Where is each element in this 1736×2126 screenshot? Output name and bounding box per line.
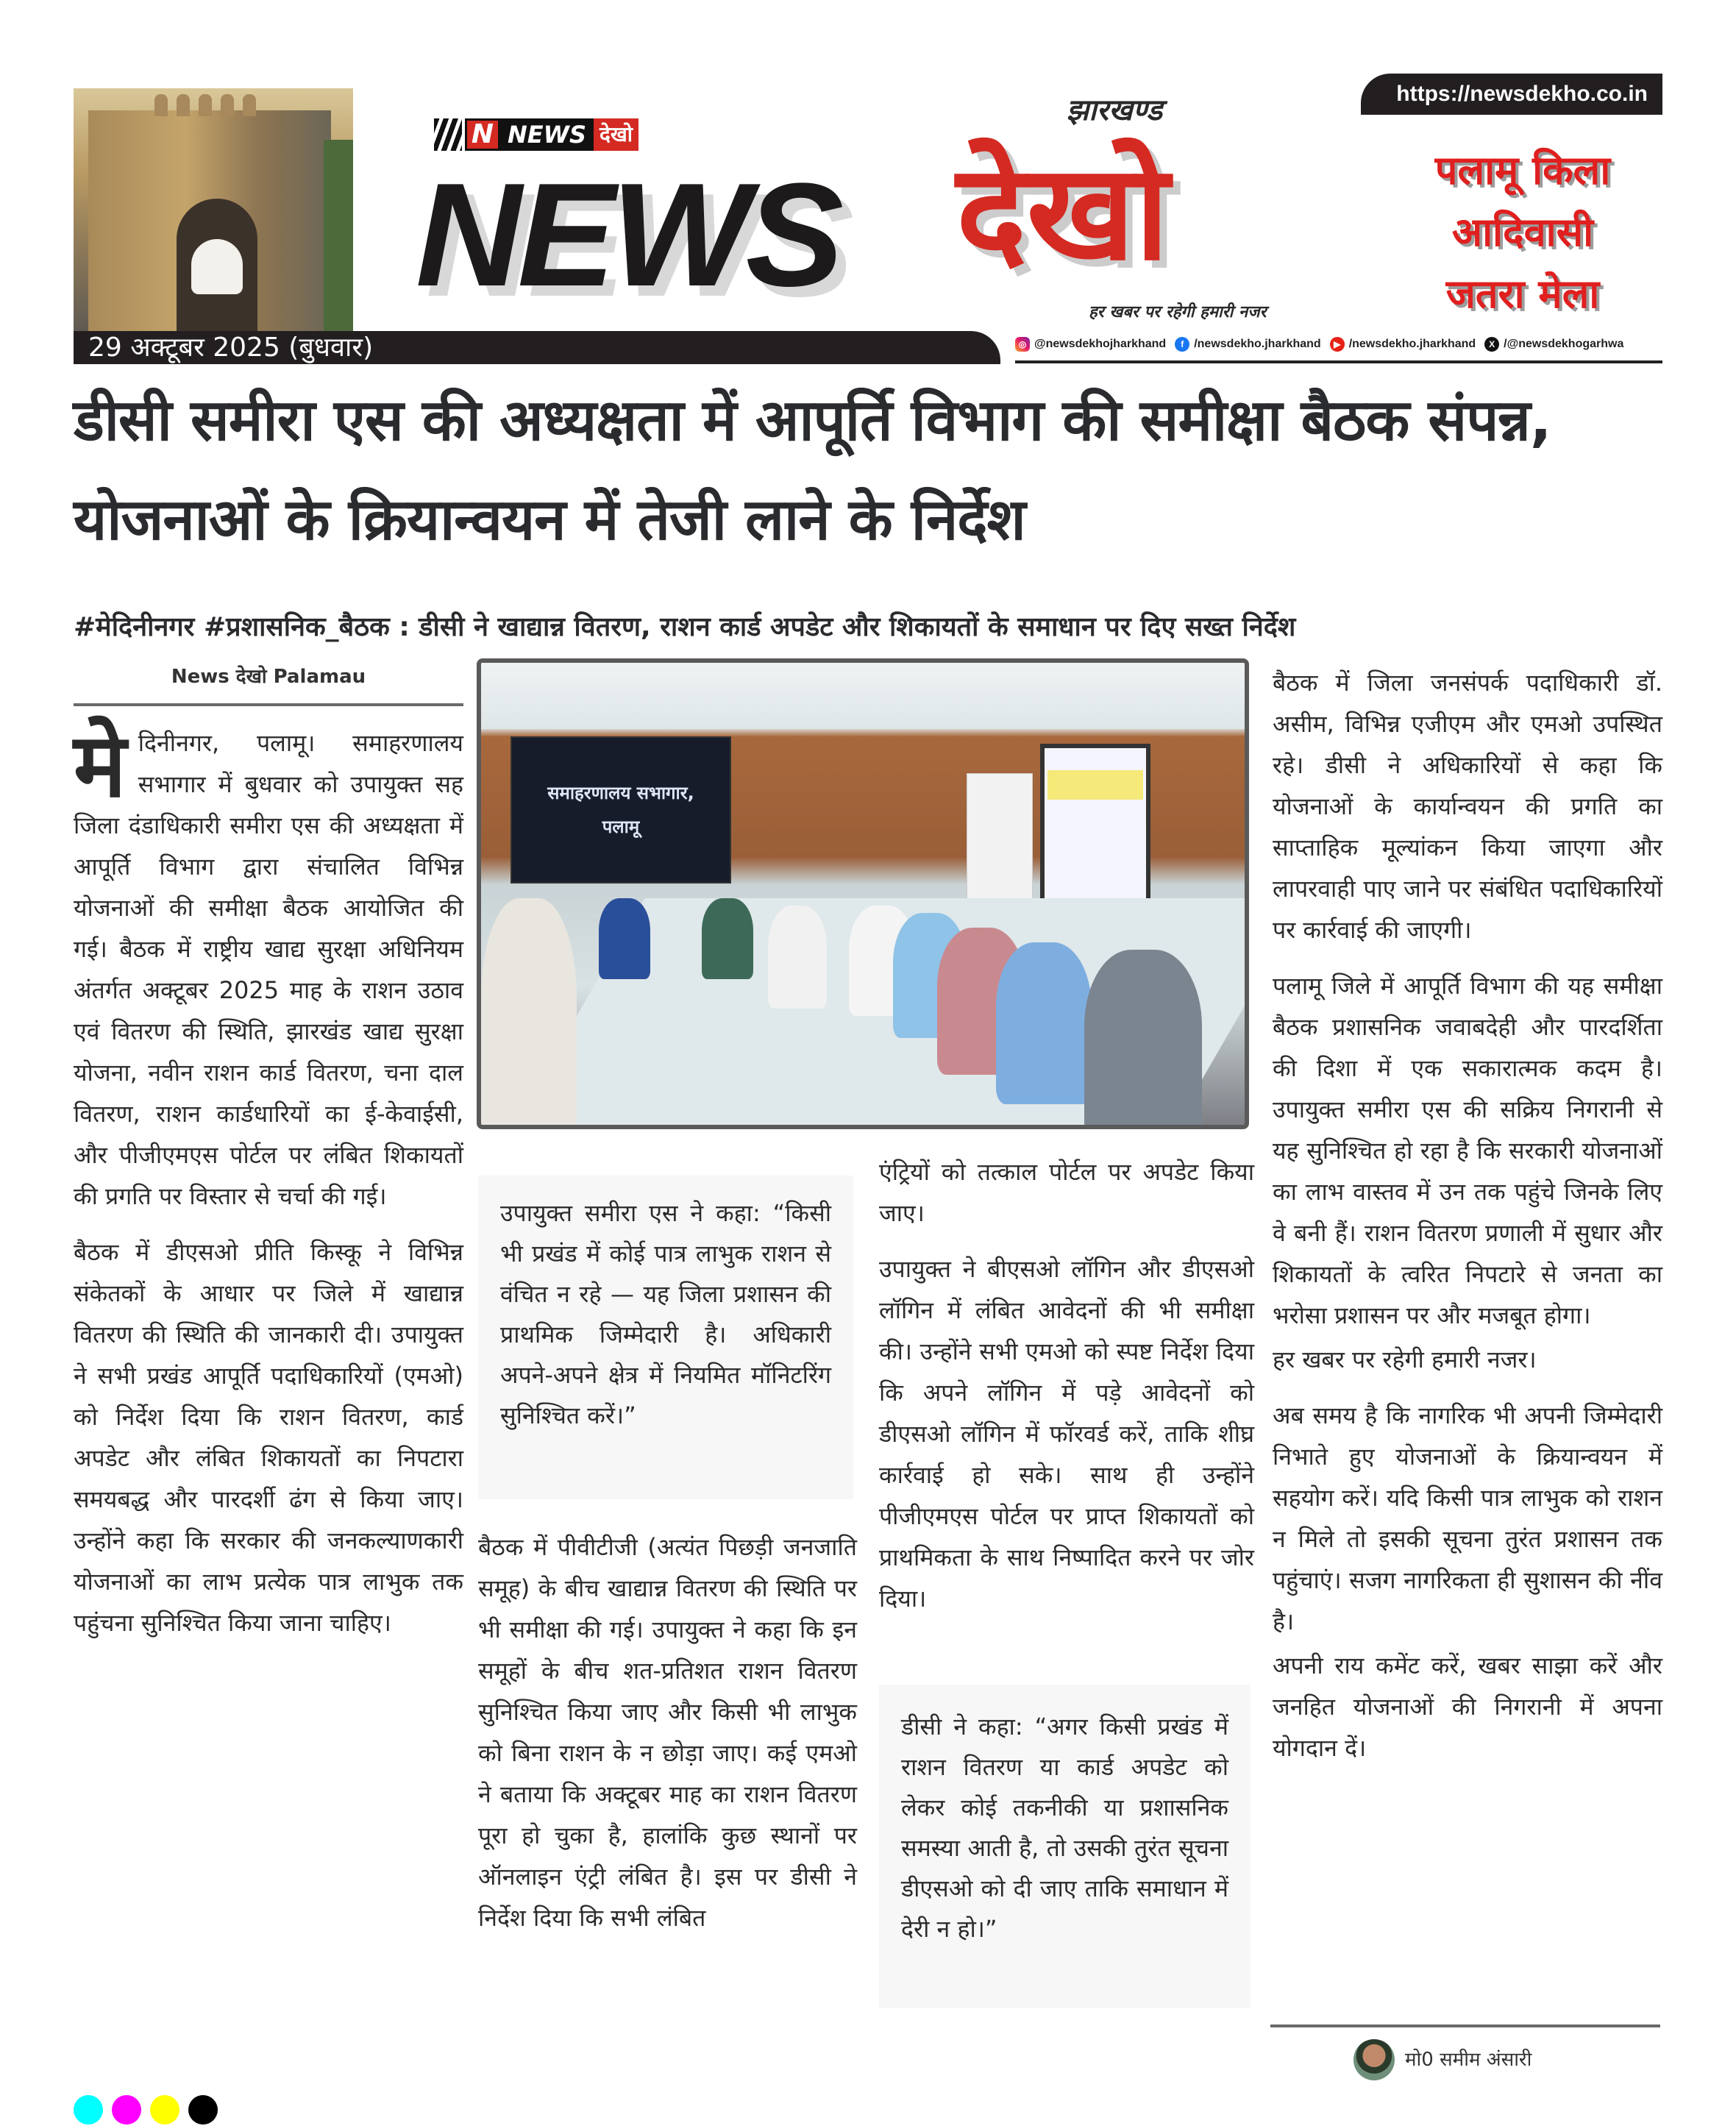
social-handle-facebook[interactable]: /newsdekho.jharkhand [1194,338,1321,350]
masthead [74,82,1662,364]
photo-banner [511,736,731,884]
logo-dekho-text: देखो [594,118,638,151]
paragraph: बैठक में जिला जनसंपर्क पदाधिकारी डॉ. असीम, विभिन्न एजीएम और एमओ उपस्थित रहे। डीसी ने अधिकारियों से कहा कि योजनाओं के कार्यान्वयन की प्रगति का साप्ताहिक मूल्यांकन किया जाएगा और लापरवाही पाए जाने पर संबंधित पदाधिकारियों पर कार्रवाई की जाएगी। [1273,669,1662,944]
article-subheadline: #मेदिनीनगर #प्रशासनिक_बैठक : डीसी ने खाद्यान्न वितरण, राशन कार्ड अपडेट और शिकायतों के समाधान पर दिए सख्त निर्देश [74,612,1296,642]
tagline: हर खबर पर रहेगी हमारी नजर [1089,303,1267,321]
pull-quote: उपायुक्त समीरा एस ने कहा: “किसी भी प्रखंड में कोई पात्र लाभुक राशन से वंचित न रहे — यह जिला प्रशासन की प्राथमिक जिम्मेदारी है। अधिकारी अपने-अपने क्षेत्र में नियमित मॉनिटरिंग सुनिश्चित करें।” [478,1176,853,1499]
instagram-icon[interactable]: ◎ [1015,337,1030,352]
promo-banner [1390,140,1655,325]
magenta-dot-icon [112,2095,141,2125]
x-twitter-icon[interactable]: X [1484,337,1499,352]
slogan: हर खबर पर रहेगी हमारी नजर। [1273,1345,1537,1373]
title-news: NEWS [416,153,839,317]
author-name: मो0 समीम अंसारी [1405,2049,1532,2071]
region-label: झारखण्ड [1067,93,1163,127]
paragraph: उपायुक्त ने बीएसओ लॉगिन और डीएसओ लॉगिन में लंबित आवेदनों की भी समीक्षा की। उन्होंने सभी एमओ को स्पष्ट निर्देश दिया कि अपने लॉगिन में पड़े आवेदनों को डीएसओ लॉगिन में फॉरवर्ड करें, ताकि शीघ्र कार्रवाई हो सके। साथ ही उन्होंने पीजीएमएस पोर्टल पर प्राप्त शिकायतों को प्राथमिकता के साथ निष्पादित करने पर जोर दिया। [879,1255,1254,1613]
column-3 [879,1151,1254,1634]
column-2 [478,1526,857,1953]
cyan-dot-icon [74,2095,103,2125]
title-dekho: देखो [956,136,1170,290]
yellow-dot-icon [150,2095,179,2125]
byline: News देखो Palamau [74,662,463,706]
logo-news-text: NEWS [500,118,594,151]
social-handle-youtube[interactable]: /newsdekho.jharkhand [1348,338,1476,350]
column-1 [74,662,463,1658]
website-link[interactable]: https://newsdekho.co.in [1361,74,1662,115]
avatar [1353,2039,1395,2080]
photo-banner-text: समाहरणालय सभागार, [547,783,694,803]
promo-line: जतरा मेला [1445,271,1600,317]
paragraph: बैठक में डीएसओ प्रीति किस्कू ने विभिन्न संकेतकों के आधार पर जिले में खाद्यान्न वितरण की स्थिति की जानकारी दी। उपायुक्त ने सभी प्रखंड आपूर्ति पदाधिकारियों (एमओ) को निर्देश दिया कि राशन वितरण, कार्ड अपडेट और लंबित शिकायतों का निपटारा समयबद्ध और पारदर्शी ढंग से किया जाए। उन्होंने कहा कि सरकार की जनकल्याणकारी योजनाओं का लाभ प्रत्येक पात्र लाभुक तक पहुंचना सुनिश्चित किया जाना चाहिए। [74,1238,463,1637]
article-headline: डीसी समीरा एस की अध्यक्षता में आपूर्ति विभाग की समीक्षा बैठक संपन्न, योजनाओं के क्रियान्वयन में तेजी लाने के निर्देश [74,388,1551,553]
promo-line: पलामू किला [1434,147,1611,193]
brand-logo[interactable] [434,118,638,152]
social-handle-instagram[interactable]: @newsdekhojharkhand [1034,338,1167,350]
paragraph: पलामू जिले में आपूर्ति विभाग की यह समीक्षा बैठक प्रशासनिक जवाबदेही और पारदर्शिता की दिशा में एक सकारात्मक कदम है। उपायुक्त समीरा एस की सक्रिय निगरानी से यह सुनिश्चित हो रहा है कि सरकारी योजनाओं का लाभ वास्तव में उन तक पहुंचे जिनके लिए वे बनी हैं। राशन वितरण प्रणाली में सुधार और शिकायतों के त्वरित निपटारे से जनता का भरोसा प्रशासन पर और मजबूत होगा। [1273,972,1662,1329]
call-to-action: अपनी राय कमेंट करें, खबर साझा करें और जनहित योजनाओं की निगरानी में अपना योगदान दें। [1273,1652,1662,1762]
facebook-icon[interactable]: f [1175,337,1189,352]
promo-line: आदिवासी [1451,209,1594,255]
photo-banner-text: पलामू [602,817,640,837]
issue-date: 29 अक्टूबर 2025 (बुधवार) [74,331,1000,364]
column-4 [1273,662,1662,1768]
pull-quote: डीसी ने कहा: “अगर किसी प्रखंड में राशन वितरण या कार्ड अपडेट को लेकर कोई तकनीकी या प्रशासनिक समस्या आती है, तो उसकी तुरंत सूचना डीएसओ को दी जाए ताकि समाधान में देरी न हो।” [879,1685,1251,2008]
article-end-divider [1270,2024,1660,2027]
drop-cap: मे [74,715,127,817]
black-dot-icon [188,2095,218,2125]
cmyk-registration-marks [74,2095,218,2125]
logo-n-icon: N [465,118,500,151]
social-handle-x[interactable]: /@newsdekhogarhwa [1504,338,1624,350]
social-links [1015,335,1628,353]
palamu-fort-image [74,88,353,331]
paragraph: एंट्रियों को तत्काल पोर्टल पर अपडेट किया जाए। [879,1158,1254,1227]
masthead-divider [1015,360,1662,363]
meeting-photo [477,658,1249,1129]
paragraph: अब समय है कि नागरिक भी अपनी जिम्मेदारी निभाते हुए योजनाओं के क्रियान्वयन में सहयोग करें। यदि किसी पात्र लाभुक को राशन न मिले तो इसकी सूचना तुरंत प्रशासन तक पहुंचाएं। सजग नागरिकता ही सुशासन की नींव है। [1273,1401,1662,1635]
logo-stripes-icon [434,118,462,151]
author-credit [1353,2039,1532,2080]
paragraph: बैठक में पीवीटीजी (अत्यंत पिछड़ी जनजाति समूह) के बीच खाद्यान्न वितरण की स्थिति पर भी समीक्षा की गई। उपायुक्त ने कहा कि इन समूहों के बीच शत-प्रतिशत राशन वितरण सुनिश्चित किया जाए और किसी भी लाभुक को बिना राशन के न छोड़ा जाए। कई एमओ ने बताया कि अक्टूबर माह का राशन वितरण पूरा हो चुका है, हालांकि कुछ स्थानों पर ऑनलाइन एंट्री लंबित है। इस पर डीसी ने निर्देश दिया कि सभी लंबित [478,1533,857,1932]
paragraph: दिनीनगर, पलामू। समाहरणालय सभागार में बुधवार को उपायुक्त सह जिला दंडाधिकारी समीरा एस की अध्यक्षता में आपूर्ति विभाग द्वारा संचालित विभिन्न योजनाओं की समीक्षा बैठक आयोजित की गई। बैठक में राष्ट्रीय खाद्य सुरक्षा अधिनियम अंतर्गत अक्टूबर 2025 माह के राशन उठाव एवं वितरण की स्थिति, झारखंड खाद्य सुरक्षा योजना, नवीन राशन कार्ड वितरण, चना दाल वितरण, राशन कार्डधारियों का ई-केवाईसी, और पीजीएमएस पोर्टल पर लंबित शिकायतों की प्रगति पर विस्तार से चर्चा की गई। [74,729,463,1210]
youtube-icon[interactable]: ▶ [1330,337,1345,352]
